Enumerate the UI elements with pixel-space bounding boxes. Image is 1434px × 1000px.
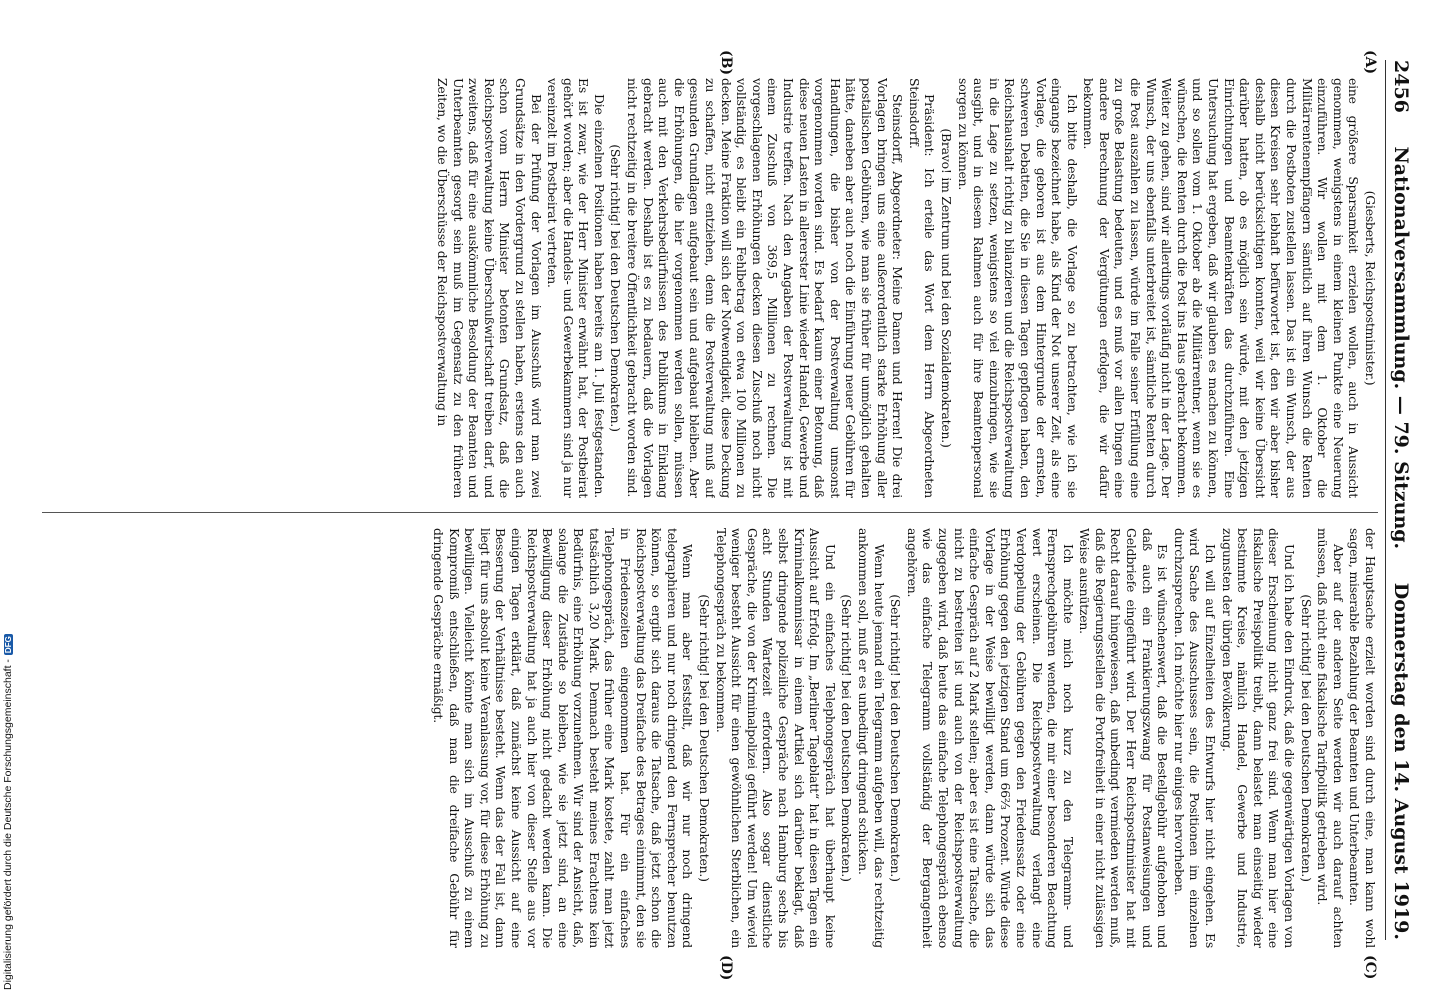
page-header xyxy=(1385,60,1416,940)
interjection-note: (Sehr richtig! bei den Deutschen Demokraten.) xyxy=(888,594,904,882)
paragraph: der Hauptsache erzielt worden sind durch eine, man kann wohl sagen, miserable Bezahlung der Beamten und Unterbeamten. xyxy=(1347,528,1378,948)
page-date: Donnerstag den 14. August 1919. xyxy=(1390,582,1412,940)
paragraph: Präsident: Ich erteile das Wort dem Herrn Abgeordneten Steinsdorff. xyxy=(906,78,938,498)
dfg-logo: DFG xyxy=(3,636,13,654)
page-number: 2456 xyxy=(1390,60,1412,113)
paragraph: Ich will auf Einzelheiten des Entwurfs hier nicht eingehen. Es wird Sache des Ausschusses sein, die Positionen im einzelnen durchzusprechen. Ich möchte hier nur einiges hervorheben. xyxy=(1171,528,1219,948)
paragraph: Ich möchte mich noch kurz zu den Telegramm- und Fernsprechgebühren wenden, die mir einer besonderen Beachtung wert erscheinen. Die Reichspostverwaltung verlangt eine Verdoppelung der Gebühren gegen den Friedenssatz oder eine Erhöhung gegen den jetzigen Stand um 66⅔ Prozent. Würde diese Vorlage in der Weise bewilligt werden, dann würde sich das einfache Gespräch auf 2 Mark stellen; aber es ist eine Tatsache, die nicht zu bestreiten ist und auch von der Reichspostverwaltung zugegeben wird, daß heute das einfache Telephongespräch ebenso wie das einfache Telegramm vollständig der Bergangenheit angehören. xyxy=(904,528,1076,948)
margin-marker-c: (C) xyxy=(1362,955,1378,980)
paragraph: Bei der Prüfung der Vorlagen im Ausschuß wird man zwei Grundsätze in den Vordergrund zu stellen haben, erstens den auch schon vom Herrn Minister betonten Grundsatz, daß die Reichspostverwaltung keine Überschußwirtschaft treiben darf, und zweitens, daß für eine auskömmliche Besoldung der Beamten und Unterbeamten gesorgt sein muß im Gegensatz zu den früheren Zeiten, wo die Überschüsse der Reichspostverwaltung in xyxy=(434,78,544,498)
paragraph: Ich bitte deshalb, die Vorlage so zu betrachten, wie ich sie eingangs bezeichnet habe, als Kind der Not unserer Zeit, als eine Vorlage, die geboren ist aus dem Hintergrunde der ernsten, schweren Debatten, die Sie in diesen Tagen gepflogen haben, den Reichshaushalt richtig zu bilanzieren und die Reichspostverwaltung in die Lage zu setzen, wenigstens so viel einzubringen, wie sie ausgibt, und in diesem Rahmen auch für ihre Beamtenpersonal sorgen zu können. xyxy=(955,78,1080,498)
speaker-attribution: (Giesberts, Reichspostminister.) xyxy=(1363,190,1378,386)
paragraph: Wenn heute jemand ein Telegramm aufgeben will, das rechtzeitig ankommen soll, muß er es unbedingt dringend schicken. xyxy=(856,528,887,948)
margin-marker-b: (B) xyxy=(718,50,734,76)
applause-note: (Bravo! im Zentrum und bei den Sozialdemokraten.) xyxy=(938,128,954,448)
interjection-note: (Sehr richtig! bei den Deutschen Demokraten.) xyxy=(839,594,855,882)
interjection-note: (Sehr richtig! bei den Deutschen Demokraten.) xyxy=(608,144,624,432)
scanned-page xyxy=(20,0,1434,1000)
paragraph: Und ein einfaches Telephongespräch hat überhaupt keine Aussicht auf Erfolg. Im „Berliner Tageblatt“ hat in diesen Tagen ein Kriminalkommissar in einem Artikel sich darüber beklagt, daß selbst dringende polizeiliche Gespräche nach Hamburg sechs bis acht Stunden Wartezeit erfordern. Also sogar dienstliche Gespräche, die von der Kriminalpolizei geführt werden! Um wieviel weniger besteht Aussicht für einen gewöhnlichen Sterblichen, ein Telephongespräch zu bekommen. xyxy=(713,528,838,948)
page-title: Nationalversammlung. — 79. Sitzung. xyxy=(1390,146,1412,550)
column-divider xyxy=(42,512,1378,513)
footer-credit xyxy=(2,634,14,990)
margin-marker-d: (D) xyxy=(718,955,734,981)
paragraph: Es ist wünschenswert, daß die Bestellgebühr aufgehoben und daß auch ein Frankierungszwang für Postanweisungen und Geldbriefe eingeführt wird. Der Herr Reichspostminister hat mit Recht darauf hingewiesen, daß unbedingt vermieden werden muß, daß die Regierungsstellen die Portofreiheit in einer nicht zulässigen Weise ausnützen. xyxy=(1077,528,1171,948)
paragraph: eine größere Sparsamkeit erzielen wollen, auch in Aussicht genommen, wenigstens in einem kleinen Punkte eine Neuerung einzuführen. Wir wollen mit dem 1. Oktober die Militärrentenempfängern sämtlich auf ihren Wunsch die Renten durch die Postboten zustellen lassen. Das ist ein Wunsch, der aus diesen Kreisen sehr lebhaft befürwortet ist, den wir aber bisher deshalb nicht berücksichtigen konnten, weil wir keine Übersicht darüber hatten, ob es möglich sein würde, mit den jetzigen Einrichtungen und Beamtenkräften das durchzuführen. Eine Untersuchung hat ergeben, daß wir glauben es machen zu können, und so sollen vom 1. Oktober ab die Militärrentner, wenn sie es wünschen, die Renten durch die Post ins Haus gebracht bekommen. Weiter zu gehen, sind wir allerdings vorläufig nicht in der Lage. Der Wunsch, der uns ebenfalls unterbreitet ist, sämtliche Renten durch die Post auszahlen zu lassen, würde im Falle seiner Erfüllung eine zu große Belastung bedeuten, und es muß vor allen Dingen eine andere Berechnung der Vergütungen erfolgen, die wir dafür bekommen. xyxy=(1081,78,1362,498)
paragraph: Wenn man aber feststellt, daß wir nur noch dringend telegraphieren und nur noch dringend den Fernsprecher benutzen können, so ergibt sich daraus die Tatsache, daß jetzt schon die Reichspostverwaltung das Dreifache des Betrages einnimmt, den sie in Friedenszeiten eingenommen hat. Für ein einfaches Telephongespräch, das früher eine Mark kostete, zahlt man jetzt tatsächlich 3,20 Mark. Demnach besteht meines Erachtens kein Bedürfnis, eine Erhöhung vorzunehmen. Wir sind der Ansicht, daß, solange die Zustände so bleiben, wie sie jetzt sind, an eine Bewilligung dieser Erhöhung nicht gedacht werden kann. Die Reichspostverwaltung hat ja auch hier von dieser Stelle aus vor einigen Tagen erklärt, daß zunächst keine Aussicht auf eine Besserung der Verhältnisse besteht. Wenn das der Fall ist, dann liegt für uns absolut keine Veranlassung vor, für diese Erhöhung zu bewilligen. Vielleicht könnte man sich im Ausschuß zu einem Kompromiß entschließen, daß man die dreifache Gebühr für dringende Gespräche ermäßigt. xyxy=(430,528,696,948)
paragraph: Die einzelnen Positionen haben bereits am 1. Juli festgestanden. Es ist zwar, wie der Herr Minister erwähnt hat, der Postbeirat gehört worden; aber die Handels- und Gewerbekammern sind ja nur vereinzelt im Postbeirat vertreten. xyxy=(545,78,607,498)
paragraph: Und ich habe den Eindruck, daß die gegenwärtigen Vorlagen von dieser Erscheinung nicht ganz frei sind. Wenn man hier eine fiskalische Preispolitik treibt, dann belastet man einseitig wieder bestimmte Kreise, nämlich Handel, Gewerbe und Industrie, zugunsten der übrigen Bevölkerung. xyxy=(1219,528,1298,948)
footer-credit-text: Digitalisierung gefördert durch die Deutsche Forschungsgemeinschaft - xyxy=(2,659,14,990)
margin-marker-a: (A) xyxy=(1362,50,1378,75)
interjection-note: (Sehr richtig! bei den Deutschen Demokraten.) xyxy=(1298,594,1314,882)
footer-strip xyxy=(0,0,20,1000)
left-column xyxy=(40,78,1378,498)
interjection-note: (Sehr richtig! bei den Deutschen Demokraten.) xyxy=(697,594,713,882)
right-column xyxy=(40,528,1378,948)
paragraph: Steinsdorff, Abgeordneter: Meine Damen und Herren! Die drei Vorlagen bringen uns eine außerordentlich starke Erhöhung aller postalischen Gebühren, wie man sie früher für unmöglich gehalten hätte, daneben aber auch noch die Einführung neuer Gebühren für Handlungen, die bisher von der Postverwaltung umsonst vorgenommen worden sind. Es bedarf kaum einer Betonung, daß diese neuen Lasten in allererster Linie wieder Handel, Gewerbe und Industrie treffen. Nach den Angaben der Postverwaltung ist mit einem Zuschuß von 369,5 Millionen zu rechnen. Die vorgeschlagenen Erhöhungen decken diesen Zuschuß noch nicht vollständig, es bleibt ein Fehlbetrag von etwa 100 Millionen zu decken. Meine Fraktion will sich der Notwendigkeit, diese Deckung zu schaffen, nicht entziehen, denn die Postverwaltung muß auf gesunden Grundlagen aufgebaut sein und aufgebaut bleiben. Aber die Erhöhungen, die hier vorgenommen werden sollen, müssen auch mit den Verkehrsbedürfnissen des Publikums in Einklang gebracht werden. Deshalb ist es zu bedauern, daß die Vorlagen nicht rechtzeitig in die breitere Öffentlichkeit gebracht worden sind. xyxy=(625,78,906,498)
paragraph: Aber auf der anderen Seite werden wir auch darauf achten müssen, daß nicht eine fiskalische Tarifpolitik getrieben wird. xyxy=(1315,528,1346,948)
rotated-page-content xyxy=(20,0,1434,1000)
